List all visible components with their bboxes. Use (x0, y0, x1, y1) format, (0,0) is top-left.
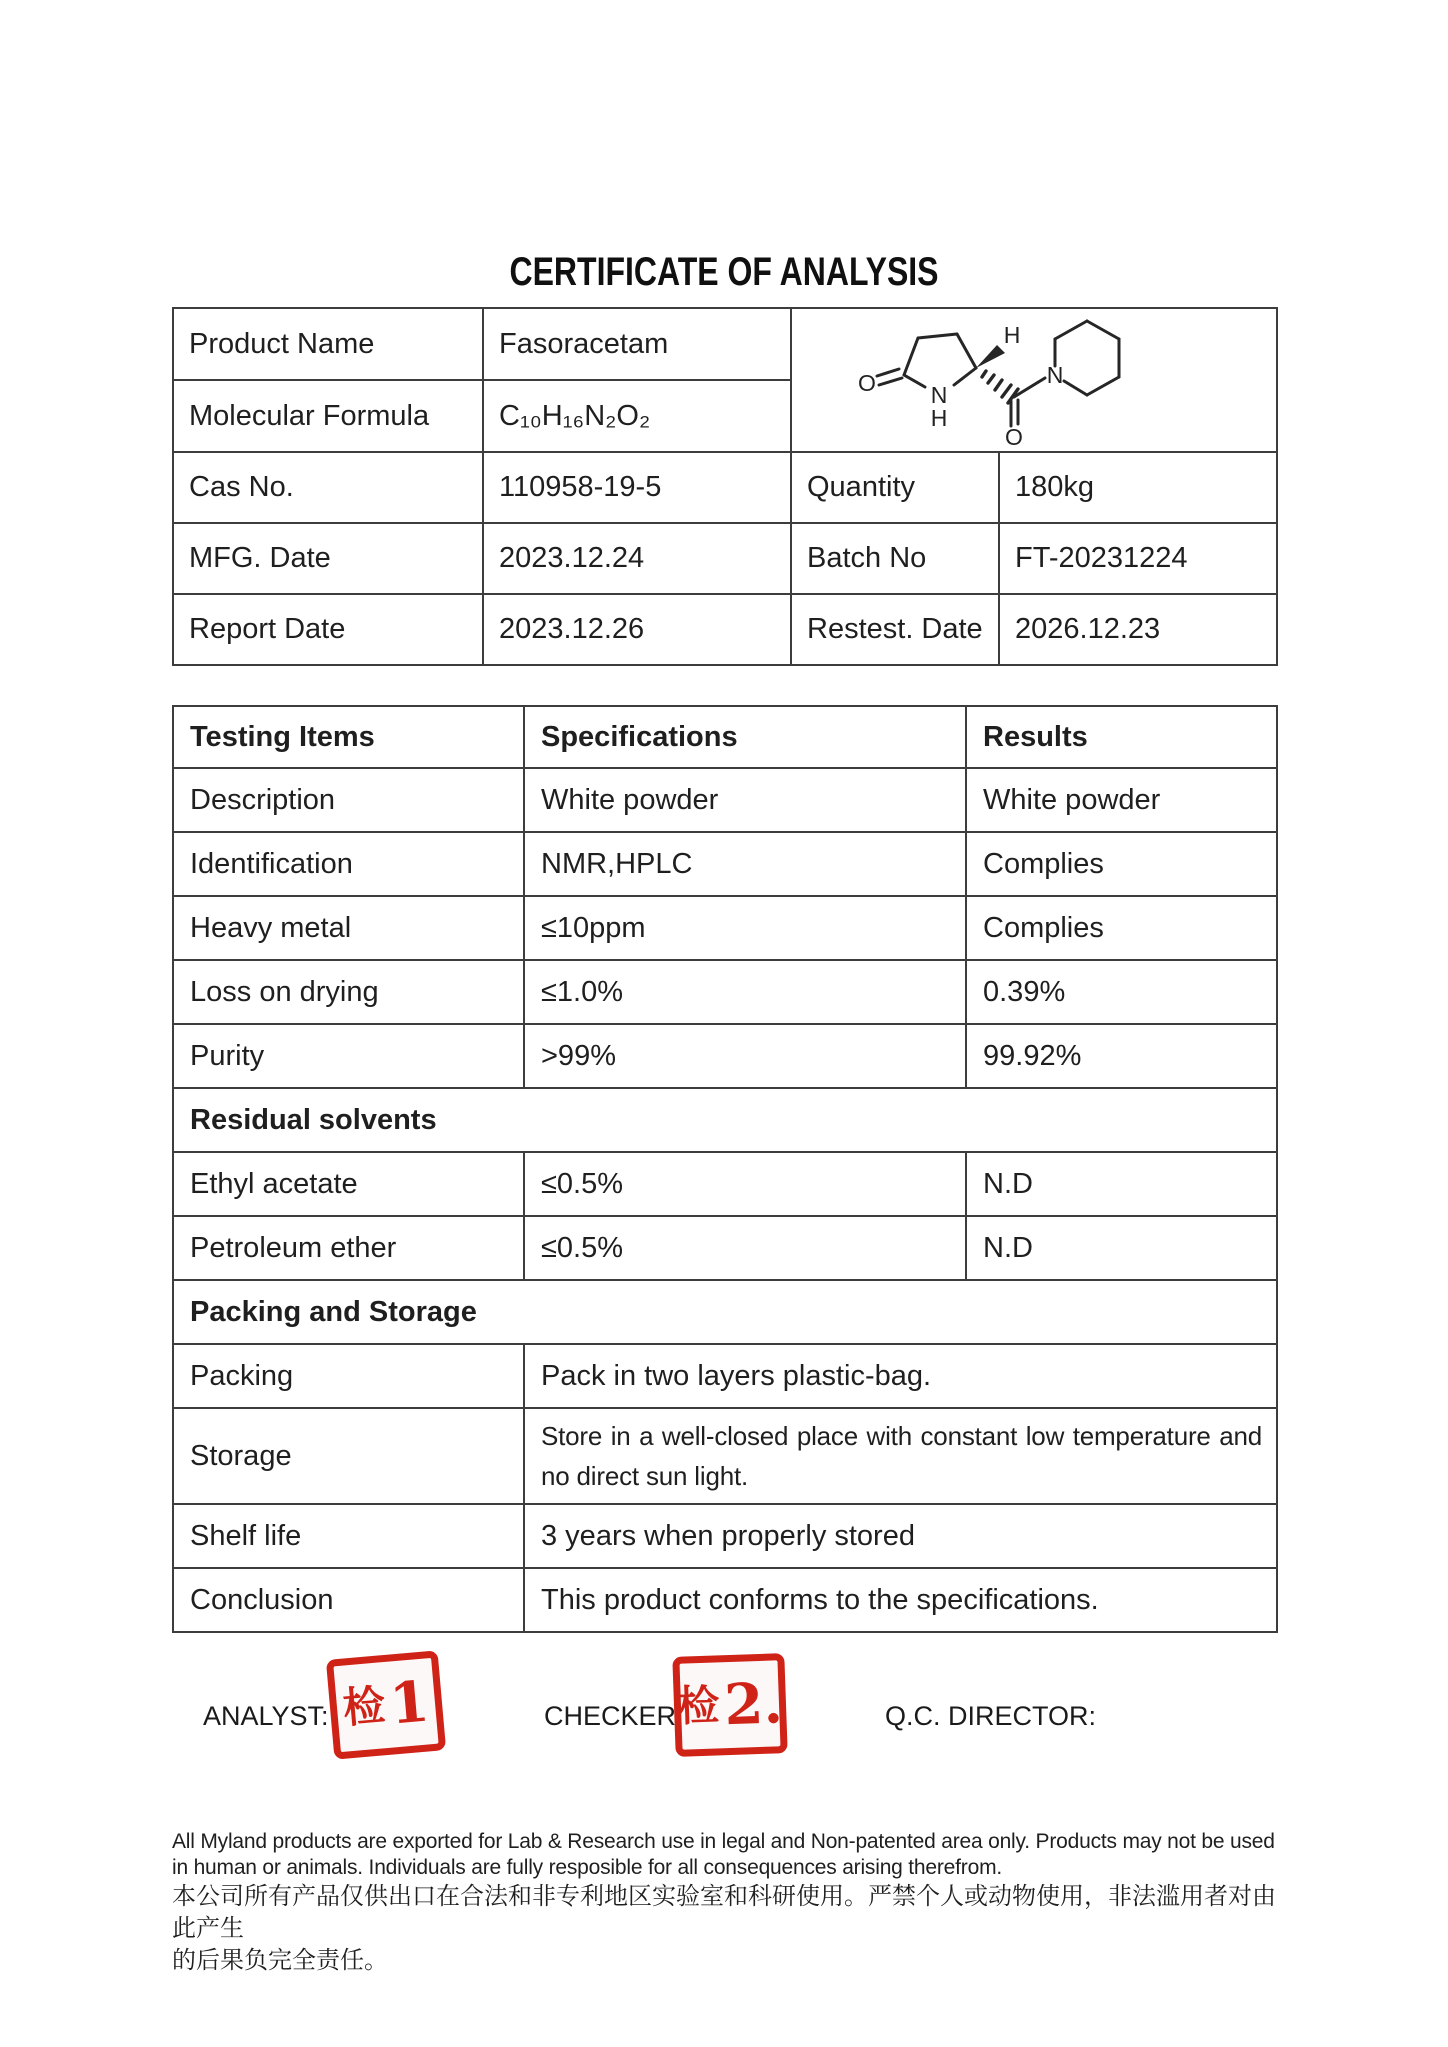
table-row (173, 1344, 1277, 1408)
spec-cell: NMR,HPLC (524, 832, 966, 896)
qc-director-label: Q.C. DIRECTOR: (885, 1701, 1097, 1731)
stamp-number: 2. (723, 1670, 784, 1739)
result-cell: N.D (966, 1216, 1277, 1280)
value-cell: Pack in two layers plastic-bag. (524, 1344, 1277, 1408)
item-cell: Purity (173, 1024, 524, 1088)
checker-stamp (672, 1653, 787, 1757)
retest-date-label: Restest. Date (791, 594, 999, 665)
stamp-number: 1 (387, 1668, 432, 1738)
svg-text:H: H (930, 405, 948, 431)
section-header-residual-solvents: Residual solvents (173, 1088, 1277, 1152)
spec-cell: ≤1.0% (524, 960, 966, 1024)
checker-label: CHECKER: (544, 1701, 684, 1731)
table-row (173, 1216, 1277, 1280)
value-cell: 3 years when properly stored (524, 1504, 1277, 1568)
svg-text:N: N (930, 382, 948, 408)
stamp-character: 检 (676, 1681, 721, 1730)
table-row (173, 1152, 1277, 1216)
disclaimer-line: in human or animals. Individuals are fully resposible for all consequences arising therefrom. (172, 1856, 1002, 1879)
table-row (173, 523, 1277, 594)
chemical-structure-drawing (834, 311, 1234, 451)
item-cell: Storage (173, 1408, 524, 1504)
result-cell: N.D (966, 1152, 1277, 1216)
spec-cell: ≤10ppm (524, 896, 966, 960)
mfg-date-label: MFG. Date (173, 523, 483, 594)
cas-value: 110958-19-5 (483, 452, 791, 523)
page-title: CERTIFICATE OF ANALYSIS (509, 250, 939, 294)
stamp-character: 检 (341, 1681, 388, 1732)
molecular-formula-label: Molecular Formula (173, 380, 483, 452)
item-cell: Packing (173, 1344, 524, 1408)
value-cell: Store in a well-closed place with constant low temperature and no direct sun light. (524, 1408, 1277, 1504)
analyst-label: ANALYST: (203, 1701, 329, 1731)
svg-text:H: H (1003, 322, 1021, 348)
table-row (173, 308, 1277, 380)
batch-label: Batch No (791, 523, 999, 594)
svg-text:O: O (858, 370, 876, 396)
result-cell: Complies (966, 896, 1277, 960)
table-row (173, 832, 1277, 896)
section-header-packing-storage: Packing and Storage (173, 1280, 1277, 1344)
info-table (172, 307, 1278, 666)
quantity-value: 180kg (999, 452, 1277, 523)
table-row (173, 1024, 1277, 1088)
report-date-value: 2023.12.26 (483, 594, 791, 665)
col-header-specifications: Specifications (524, 706, 966, 768)
section-row (173, 1280, 1277, 1344)
col-header-results: Results (966, 706, 1277, 768)
result-cell: Complies (966, 832, 1277, 896)
report-date-label: Report Date (173, 594, 483, 665)
item-cell: Petroleum ether (173, 1216, 524, 1280)
result-cell: 99.92% (966, 1024, 1277, 1088)
svg-text:N: N (1046, 362, 1064, 388)
table-header-row (173, 706, 1277, 768)
table-row (173, 768, 1277, 832)
disclaimer-line: All Myland products are exported for Lab & Research use in legal and Non-patented area only. Products may not be used (172, 1830, 1275, 1853)
table-row (173, 1408, 1277, 1504)
mfg-date-value: 2023.12.24 (483, 523, 791, 594)
table-row (173, 896, 1277, 960)
quantity-label: Quantity (791, 452, 999, 523)
signature-section (172, 1633, 1276, 1829)
disclaimer-footer (172, 1829, 1280, 1977)
col-header-testing-items: Testing Items (173, 706, 524, 768)
disclaimer-line-chinese: 的后果负完全责任。 (172, 1947, 388, 1974)
molecular-formula-value: C₁₀H₁₆N₂O₂ (483, 380, 791, 452)
chemical-structure-cell (791, 308, 1277, 452)
item-cell: Description (173, 768, 524, 832)
analyst-stamp (326, 1650, 446, 1759)
table-row (173, 452, 1277, 523)
item-cell: Loss on drying (173, 960, 524, 1024)
section-row (173, 1088, 1277, 1152)
product-name-value: Fasoracetam (483, 308, 791, 380)
product-name-label: Product Name (173, 308, 483, 380)
item-cell: Conclusion (173, 1568, 524, 1632)
table-row (173, 594, 1277, 665)
disclaimer-line-chinese: 本公司所有产品仅供出口在合法和非专利地区实验室和科研使用。严禁个人或动物使用，非法滥用者对由此产生 (172, 1883, 1276, 1942)
svg-text:O: O (1005, 424, 1023, 450)
spec-cell: ≤0.5% (524, 1152, 966, 1216)
table-row (173, 1504, 1277, 1568)
retest-date-value: 2026.12.23 (999, 594, 1277, 665)
batch-value: FT-20231224 (999, 523, 1277, 594)
spec-cell: White powder (524, 768, 966, 832)
value-cell: This product conforms to the specifications. (524, 1568, 1277, 1632)
table-row (173, 1568, 1277, 1632)
results-table (172, 705, 1278, 1633)
item-cell: Ethyl acetate (173, 1152, 524, 1216)
cas-label: Cas No. (173, 452, 483, 523)
spec-cell: ≤0.5% (524, 1216, 966, 1280)
item-cell: Identification (173, 832, 524, 896)
table-row (173, 960, 1277, 1024)
item-cell: Heavy metal (173, 896, 524, 960)
item-cell: Shelf life (173, 1504, 524, 1568)
result-cell: White powder (966, 768, 1277, 832)
spec-cell: >99% (524, 1024, 966, 1088)
result-cell: 0.39% (966, 960, 1277, 1024)
